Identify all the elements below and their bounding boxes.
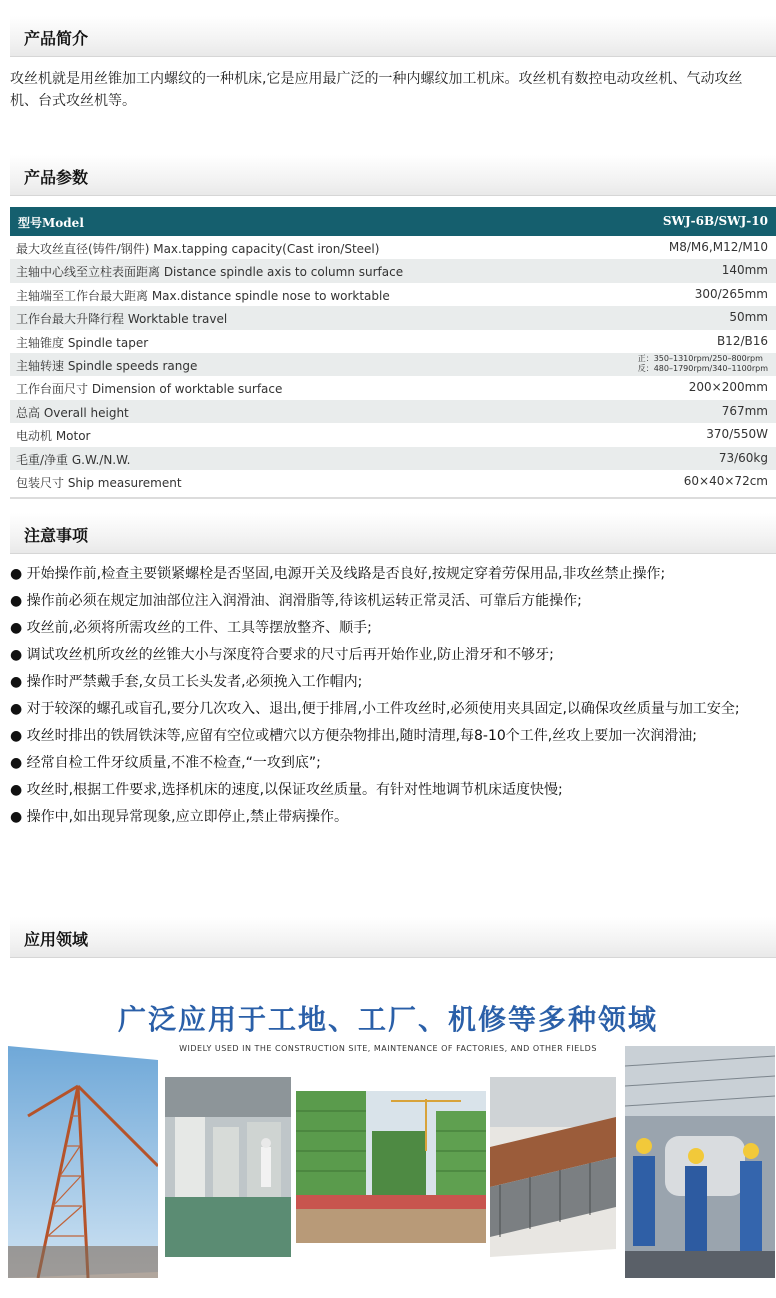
list-item: ● 攻丝时,根据工件要求,选择机床的速度,以保证攻丝质量。有针对性地调节机床适度快慢; [10, 782, 563, 798]
applications-banner-title: 广泛应用于工地、工厂、机修等多种领域 [117, 1003, 658, 1036]
row-label: 总高 Overall height [16, 405, 129, 420]
spec-header-label: 型号Model [18, 216, 84, 230]
row-value: 50mm [729, 310, 768, 325]
machine-line-photo [490, 1077, 616, 1257]
row-value: 300/265mm [694, 286, 768, 301]
list-item: ● 操作前必须在规定加油部位注入润滑油、润滑脂等,待该机运转正常灵活、可靠后方能操作; [10, 593, 582, 609]
section-header-intro [10, 16, 776, 57]
section-header-params [10, 155, 776, 196]
building-site-photo [296, 1091, 486, 1243]
table-row [10, 306, 776, 329]
spec-header-value: SWJ-6B/SWJ-10 [662, 214, 768, 228]
row-label: 主轴端至工作台最大距离 Max.distance spindle nose to worktable [16, 288, 390, 303]
factory-workshop-photo [165, 1077, 291, 1257]
row-value: M8/M6,M12/M10 [668, 240, 768, 254]
list-item: ● 攻丝时排出的铁屑铁沫等,应留有空位或槽穴以方便杂物排出,随时清理,每8-10个工件,丝攻上要加一次润滑油; [10, 728, 697, 744]
row-value: 370/550W [706, 427, 768, 442]
list-item: ● 对于较深的螺孔或盲孔,要分几次攻入、退出,便于排屑,小工件攻丝时,必须使用夹具固定,以确保攻丝质量与加工安全; [10, 701, 740, 717]
list-item: ● 经常自检工件牙纹质量,不准不检查,“一攻到底”; [10, 755, 321, 771]
row-label: 最大攻丝直径(铸件/钢件) Max.tapping capacity(Cast iron/Steel) [16, 242, 380, 256]
row-value: 73/60kg [718, 450, 768, 465]
section-header-applications [10, 917, 776, 958]
spec-table [10, 207, 776, 499]
row-label: 毛重/净重 G.W./N.W. [16, 452, 131, 467]
table-row [10, 283, 776, 306]
section-title-applications: 应用领域 [24, 930, 89, 949]
table-row [10, 259, 776, 282]
row-value-speeds [638, 354, 768, 374]
intro-paragraph: 攻丝机就是用丝锥加工内螺纹的一种机床,它是应用最广泛的一种内螺纹加工机床。攻丝机有数控电动攻丝机、气动攻丝机、台式攻丝机等。 [10, 71, 743, 109]
table-row [10, 447, 776, 470]
row-label: 主轴锥度 Spindle taper [16, 335, 149, 350]
applications-banner-subtitle: WIDELY USED IN THE CONSTRUCTION SITE, MAINTENANCE OF FACTORIES, AND OTHER FIELDS [179, 1044, 597, 1053]
table-row [10, 353, 776, 376]
construction-crane-photo [8, 1046, 158, 1278]
list-item: ● 操作时严禁戴手套,女员工长头发者,必须挽入工作帽内; [10, 674, 363, 690]
section-title-notes: 注意事项 [24, 526, 89, 545]
section-title-params: 产品参数 [24, 168, 89, 187]
row-value: 767mm [721, 403, 768, 418]
row-label: 电动机 Motor [16, 429, 91, 444]
table-bottom-rule [10, 493, 776, 499]
speed-forward: 正：350–1310rpm/250–800rpm [637, 353, 763, 363]
row-value: 60×40×72cm [683, 473, 768, 488]
auto-assembly-photo [625, 1046, 775, 1278]
list-item: ● 操作中,如出现异常现象,应立即停止,禁止带病操作。 [10, 809, 349, 825]
row-label: 工作台最大升降行程 Worktable travel [16, 312, 228, 327]
spec-table-header [10, 207, 776, 236]
speed-reverse: 反：480–1790rpm/340–1100rpm [637, 363, 768, 373]
row-value: B12/B16 [716, 333, 768, 348]
row-label: 主轴中心线至立柱表面距离 Distance spindle axis to column surface [16, 265, 404, 280]
section-header-notes [10, 513, 776, 554]
table-row [10, 330, 776, 353]
table-row [10, 423, 776, 446]
row-value: 200×200mm [688, 380, 768, 395]
row-value: 140mm [721, 263, 768, 278]
list-item: ● 开始操作前,检查主要锁紧螺栓是否坚固,电源开关及线路是否良好,按规定穿着劳保用品,非攻丝禁止操作; [10, 566, 666, 582]
table-row [10, 400, 776, 423]
table-row [10, 470, 776, 493]
notes-list [10, 562, 770, 832]
section-title-intro: 产品简介 [24, 29, 89, 48]
row-label: 包装尺寸 Ship measurement [16, 475, 182, 490]
row-label: 工作台面尺寸 Dimension of worktable surface [16, 382, 283, 397]
list-item: ● 攻丝前,必须将所需攻丝的工件、工具等摆放整齐、顺手; [10, 620, 372, 636]
list-item: ● 调试攻丝机所攻丝的丝锥大小与深度符合要求的尺寸后再开始作业,防止滑牙和不够牙; [10, 647, 554, 663]
row-label: 主轴转速 Spindle speeds range [16, 358, 198, 373]
table-row [10, 376, 776, 399]
table-row [10, 236, 776, 259]
